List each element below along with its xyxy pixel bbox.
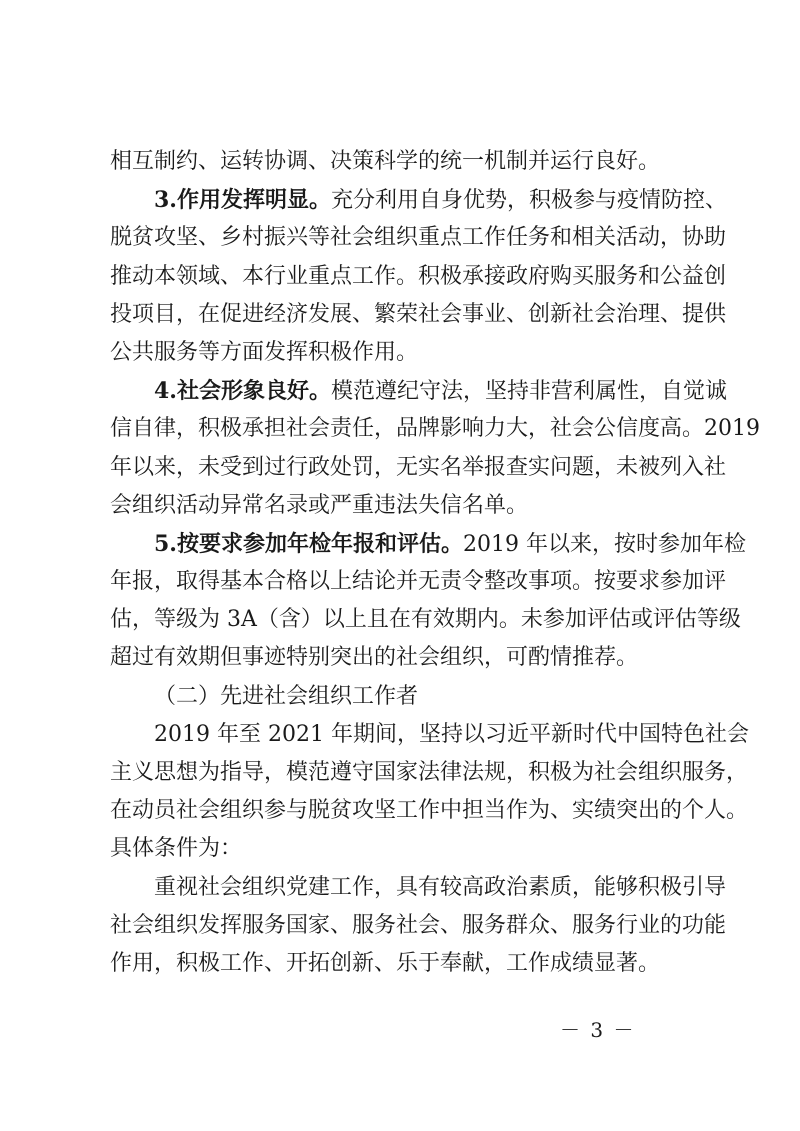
paragraph <box>110 372 760 525</box>
text-line: 会组织活动异常名录或严重违法失信名单。 <box>110 492 529 518</box>
text-line: 信自律，积极承担社会责任，品牌影响力大，社会公信度高。2019 <box>110 416 760 442</box>
text-line: 主义思想为指导，模范遵守国家法律法规，积极为社会组织服务， <box>110 760 749 785</box>
text-line: 投项目，在促进经济发展、繁荣社会事业、创新社会治理、提供 <box>110 301 727 327</box>
text-line: 估，等级为 3A（含）以上且在有效期内。未参加评估或评估等级 <box>110 607 741 633</box>
text-line: 社会组织发挥服务国家、服务社会、服务群众、服务行业的功能 <box>110 912 727 938</box>
text-line: 年以来，未受到过行政处罚，无实名举报查实问题，未被列入社 <box>110 454 727 480</box>
text-line: 重视社会组织党建工作，具有较高政治素质，能够积极引导 <box>154 874 727 900</box>
section-subheading: （二）先进社会组织工作者 <box>154 683 419 709</box>
text-line: 作用，积极工作、开拓创新、乐于奉献，工作成绩显著。 <box>110 950 661 976</box>
paragraph <box>110 143 690 181</box>
paragraph-heading: 4.社会形象良好。 <box>154 378 331 405</box>
paragraph-heading: 3.作用发挥明显。 <box>154 187 331 214</box>
text-line: 超过有效期但事迹特别突出的社会组织，可酌情推荐。 <box>110 645 639 671</box>
text-segment: 充分利用自身优势，积极参与疫情防控、 <box>330 188 727 214</box>
text-line: 脱贫攻坚、乡村振兴等社会组织重点工作任务和相关活动，协助 <box>110 225 727 251</box>
text-line: 2019 年至 2021 年期间，坚持以习近平新时代中国特色社会 <box>154 721 749 747</box>
text-line <box>110 372 727 410</box>
text-line: 年报，取得基本合格以上结论并无责令整改事项。按要求参加评 <box>110 569 727 595</box>
document-body <box>110 143 760 983</box>
paragraph <box>110 525 746 678</box>
text-line: 推动本领域、本行业重点工作。积极承接政府购买服务和公益创 <box>110 263 727 289</box>
text-segment: 2019 年以来，按时参加年检 <box>462 531 746 557</box>
text-line: 相互制约、运转协调、决策科学的统一机制并运行良好。 <box>110 149 661 174</box>
text-line <box>110 181 727 219</box>
text-line <box>110 525 746 563</box>
text-line: 公共服务等方面发挥积极作用。 <box>110 339 419 365</box>
page-number: － 3 － <box>560 1018 636 1042</box>
paragraph-heading: 5.按要求参加年检年报和评估。 <box>154 530 463 557</box>
paragraph <box>110 181 727 372</box>
text-line: 具体条件为： <box>110 836 243 862</box>
text-segment: 模范遵纪守法，坚持非营利属性，自觉诚 <box>330 379 727 405</box>
paragraph <box>110 869 727 984</box>
paragraph <box>110 716 749 869</box>
text-line: 在动员社会组织参与脱贫攻坚工作中担当作为、实绩突出的个人。 <box>110 798 749 824</box>
